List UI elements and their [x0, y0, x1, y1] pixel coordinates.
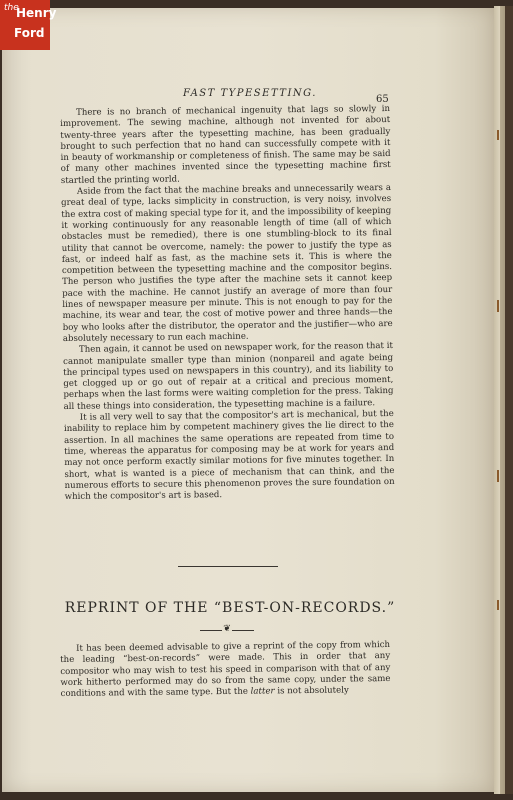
ornament-rule	[200, 626, 254, 636]
section-text	[60, 640, 391, 701]
main-text	[60, 104, 395, 503]
ornament-icon: ❦	[223, 624, 231, 634]
paragraph: It is all very well to say that the compositor's art is mechanical, but the inability to replace him by competent machinery gives the lie direct to the assertion. In all machines the same operations are repeated from time to time, whereas the apparatus for composing may be at work for years and may not once perform exactly similar motions for five minutes together. In short, what is wanted is a piece of mechanism that can think, and the numerous efforts to secure this phenomenon proves the sure foundation on which the compositor's art is based.	[63, 408, 395, 503]
section-heading: REPRINT OF THE “BEST-ON-RECORDS.”	[64, 600, 396, 616]
tab-mark	[497, 470, 499, 482]
logo-ford: Ford	[14, 26, 45, 40]
running-title: FAST TYPESETTING.	[183, 88, 317, 99]
paragraph-text: It has been deemed advisable to give a reprint of the copy from which the leading “best-on-records” were made. This in order that any compositor who may wish to test his speed in comparison with that of any work hitherto performed may do so from the same copy, under the same conditions and with the same type. But the	[60, 639, 391, 700]
paragraph: Aside from the fact that the machine breaks and unnecessarily wears a great deal of type, lacks simplicity in construction, is very noisy, involves the extra cost of making special type for it, and the impossibility of keeping it working continuously for any reasonable length of time (all of which obstacles must be remedied), there is one stumbling-block to its final utility that cannot be overcome, namely: the power to justify the type as fast, or indeed half as fast, as the machine sets it. This is where the competition between the typesetting machine and the compositor begins. The person who justifies the type after the machine sets it cannot keep pace with the machine. He cannot justify an average of more than four lines of newspaper measure per minute. This is not enough to pay for the machine, its wear and tear, the cost of motive power and three hands—the boy who looks after the distributor, the operator and the justifier—who are absolutely necessary to run each machine.	[61, 183, 393, 344]
logo-henry: Henry	[16, 6, 57, 20]
paragraph	[60, 640, 391, 701]
binding-edge	[505, 6, 513, 794]
henry-ford-logo	[0, 0, 57, 50]
paragraph-text-end: is not absolutely	[274, 685, 349, 697]
tab-mark	[497, 300, 499, 312]
section-divider	[178, 566, 278, 567]
paragraph: There is no branch of mechanical ingenuity that lags so slowly in improvement. The sewing machine, although not invented for about twenty-three years after the typesetting machine, has been gradually brought to such perfection that no hand can successfully compete with it in beauty of workmanship or completeness of finish. The same may be said of many other machines invented since the typesetting machine first startled the printing world.	[60, 103, 391, 186]
italic-word: latter	[250, 686, 275, 697]
page-number: 65	[376, 94, 389, 105]
logo-the: the	[4, 3, 19, 13]
paragraph: Then again, it cannot be used on newspaper work, for the reason that it cannot manipulate smaller type than minion (nonpareil and agate being the principal types used on newspapers in this country), and its liability to get clogged up or go out of repair at a critical and precious moment, perhaps when the last forms were waiting completion for the press. Taking all these things into consideration, the typesetting machine is a failure.	[63, 341, 394, 412]
tab-mark	[497, 600, 499, 610]
tab-mark	[497, 130, 499, 140]
